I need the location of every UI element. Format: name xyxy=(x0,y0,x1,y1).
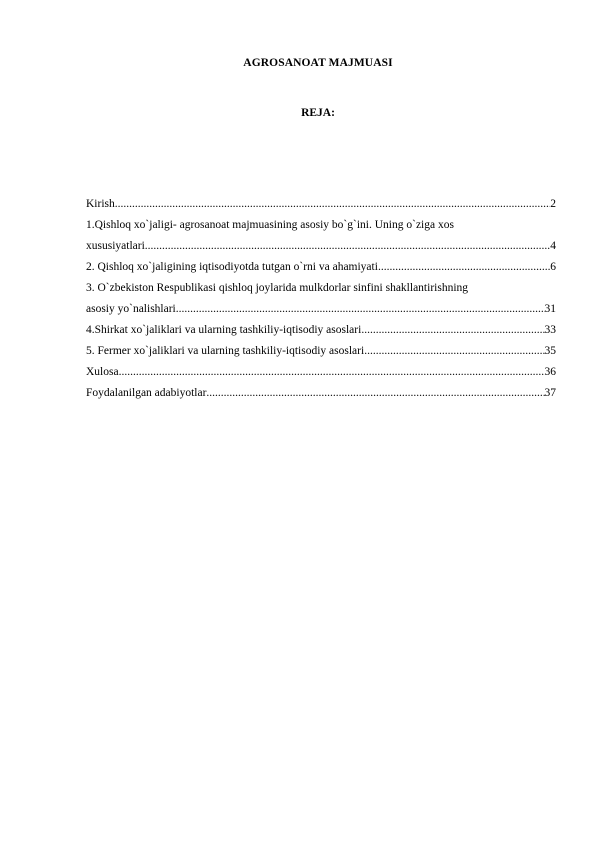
toc-entry-2 xyxy=(86,257,556,278)
toc-page-number: 37 xyxy=(544,387,556,399)
toc-entry-label: Xulosa xyxy=(86,366,119,378)
toc-page-number: 35 xyxy=(544,345,556,357)
toc-entry-3 xyxy=(86,299,556,320)
toc-entry-label: 2. Qishloq xo`jaligining iqtisodiyotda tutgan o`rni va ahamiyati xyxy=(86,261,378,273)
toc-entry-label: Foydalanilgan adabiyotlar xyxy=(86,387,207,399)
toc-leader-dots xyxy=(361,320,544,341)
toc-leader-dots xyxy=(115,194,551,215)
toc-leader-dots xyxy=(176,299,545,320)
table-of-contents xyxy=(86,194,556,404)
toc-page-number: 6 xyxy=(550,261,556,273)
toc-entry-adabiyotlar xyxy=(86,383,556,404)
toc-page-number: 4 xyxy=(550,240,556,252)
toc-leader-dots xyxy=(119,362,545,383)
toc-leader-dots xyxy=(206,383,544,404)
toc-entry-label: Kirish xyxy=(86,198,115,210)
toc-page-number: 33 xyxy=(544,324,556,336)
toc-page-number: 36 xyxy=(544,366,556,378)
toc-entry-1-first-line: 1.Qishloq xo`jaligi- agrosanoat majmuasining asosiy bo`g`ini. Uning o`ziga xos xyxy=(86,219,454,231)
toc-entry-label: xususiyatlari xyxy=(86,240,145,252)
toc-entry-5 xyxy=(86,341,556,362)
toc-entry-xulosa xyxy=(86,362,556,383)
plan-heading: REJA: xyxy=(301,107,335,119)
toc-entry-label: asosiy yo`nalishlari xyxy=(86,303,176,315)
toc-entry-3-first-line: 3. O`zbekiston Respublikasi qishloq joylarida mulkdorlar sinfini shakllantirishning xyxy=(86,282,469,294)
toc-entry-4 xyxy=(86,320,556,341)
document-title: AGROSANOAT MAJMUASI xyxy=(243,57,393,69)
toc-leader-dots xyxy=(364,341,544,362)
toc-leader-dots xyxy=(378,257,550,278)
toc-entry-label: 5. Fermer xo`jaliklari va ularning tashkiliy-iqtisodiy asoslari xyxy=(86,345,365,357)
toc-page-number: 31 xyxy=(544,303,556,315)
toc-entry-label: 4.Shirkat xo`jaliklari va ularning tashkiliy-iqtisodiy asoslari xyxy=(86,324,362,336)
toc-leader-dots xyxy=(145,236,550,257)
toc-page-number: 2 xyxy=(550,198,556,210)
toc-entry-kirish xyxy=(86,194,556,215)
toc-entry-1 xyxy=(86,236,556,257)
